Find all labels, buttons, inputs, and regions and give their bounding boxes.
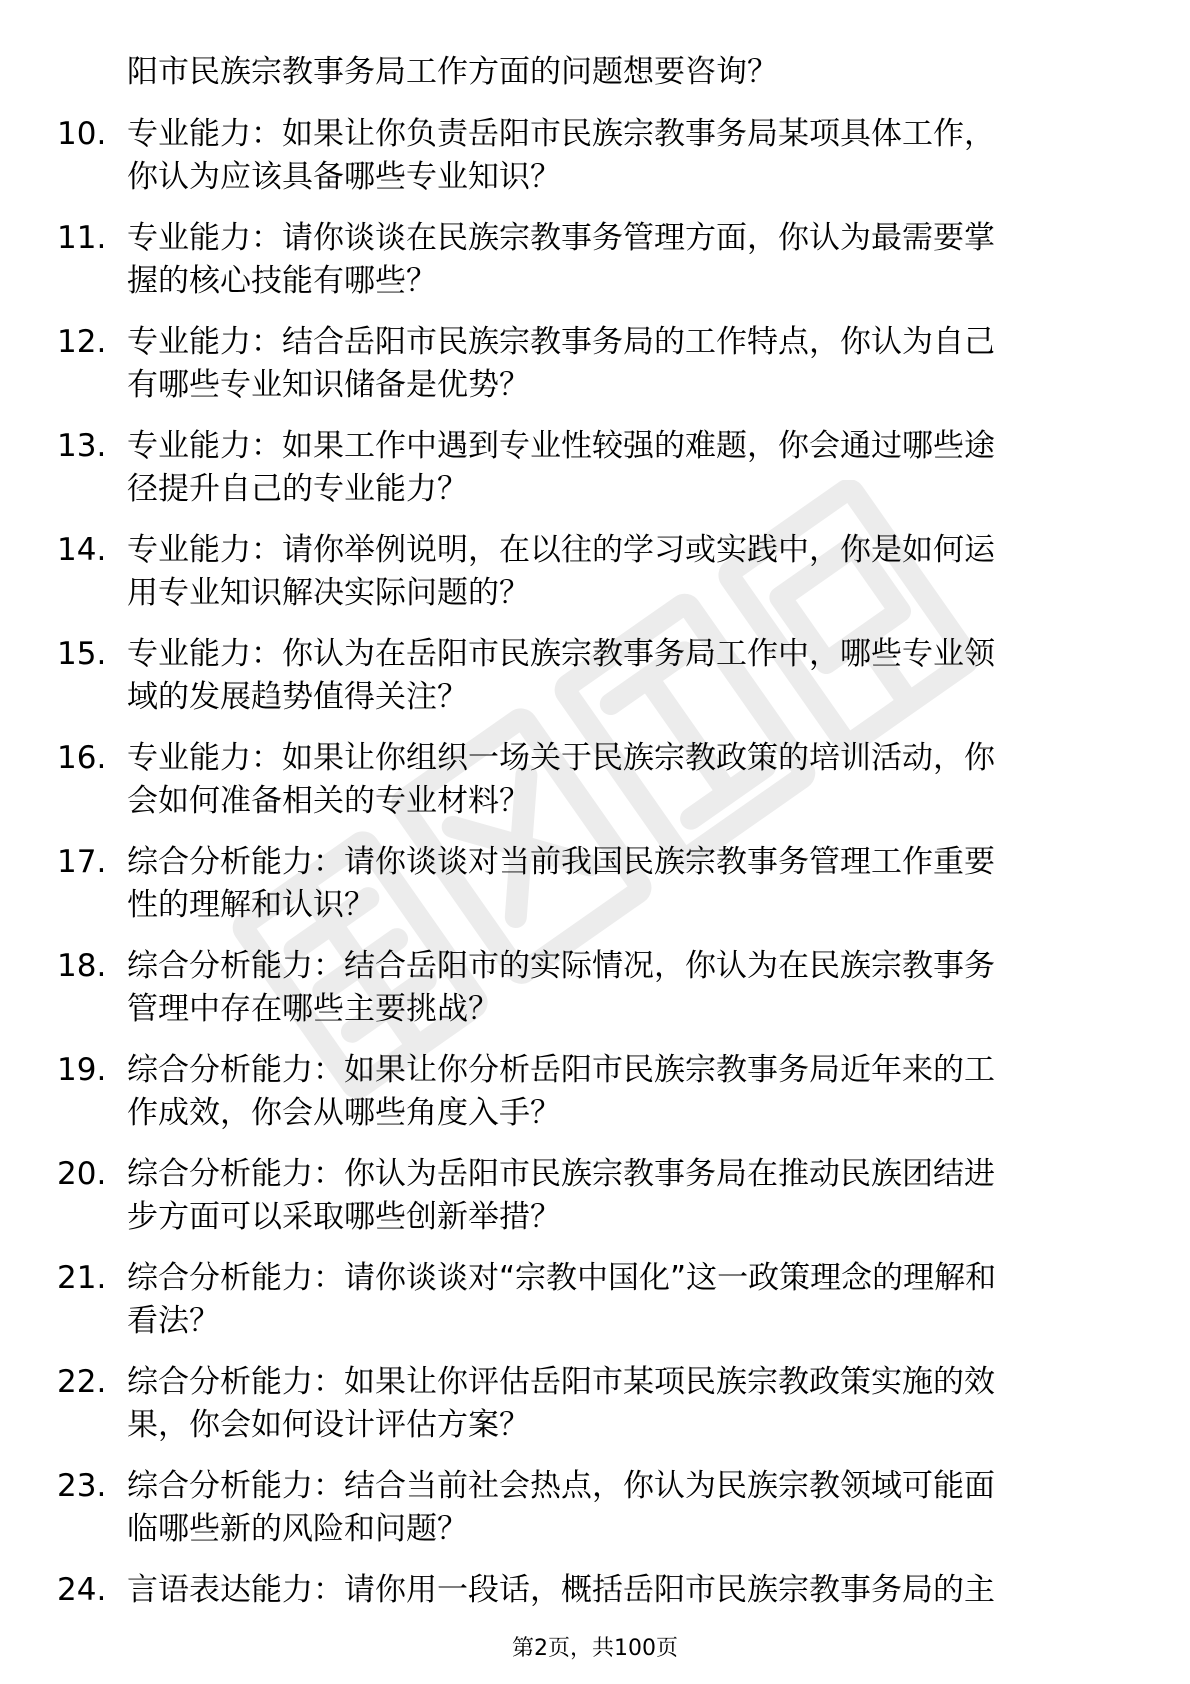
question-text-line2: 域的发展趋势值得关注？ xyxy=(127,679,468,715)
question-number: 23. xyxy=(57,1468,107,1504)
question-number: 15. xyxy=(57,636,107,672)
question-text-line1: 综合分析能力：如果让你分析岳阳市民族宗教事务局近年来的工 xyxy=(127,1052,995,1088)
question-number: 19. xyxy=(57,1052,107,1088)
question-number: 13. xyxy=(57,428,107,464)
question-item xyxy=(0,1153,1190,1257)
question-text-line1: 综合分析能力：如果让你评估岳阳市某项民族宗教政策实施的效 xyxy=(127,1364,995,1400)
question-item xyxy=(0,841,1190,945)
page-footer: 第2页，共100页 xyxy=(512,1636,678,1661)
question-number: 11. xyxy=(57,220,107,256)
question-text-line1: 专业能力：如果让你负责岳阳市民族宗教事务局某项具体工作， xyxy=(127,116,995,152)
question-text-line1: 综合分析能力：结合当前社会热点，你认为民族宗教领域可能面 xyxy=(127,1468,995,1504)
question-number: 10. xyxy=(57,116,107,152)
question-text-line1: 专业能力：请你谈谈在民族宗教事务管理方面，你认为最需要掌 xyxy=(127,220,995,256)
question-item xyxy=(0,113,1190,217)
question-number: 14. xyxy=(57,532,107,568)
question-text-line1: 专业能力：你认为在岳阳市民族宗教事务局工作中，哪些专业领 xyxy=(127,636,995,672)
question-text-line1: 综合分析能力：请你谈谈对“宗教中国化”这一政策理念的理解和 xyxy=(127,1260,997,1296)
question-number: 22. xyxy=(57,1364,107,1400)
question-number: 18. xyxy=(57,948,107,984)
question-text-line1: 综合分析能力：结合岳阳市的实际情况，你认为在民族宗教事务 xyxy=(127,948,995,984)
question-text-line2: 会如何准备相关的专业材料？ xyxy=(127,783,530,819)
question-text-line2: 管理中存在哪些主要挑战？ xyxy=(127,991,499,1027)
question-item xyxy=(0,1361,1190,1465)
question-text-line2: 看法？ xyxy=(127,1303,220,1339)
question-text-line1: 专业能力：请你举例说明，在以往的学习或实践中，你是如何运 xyxy=(127,532,995,568)
question-item xyxy=(0,945,1190,1049)
question-number: 16. xyxy=(57,740,107,776)
question-text-line2: 果，你会如何设计评估方案？ xyxy=(127,1407,530,1443)
question-list xyxy=(0,113,1190,1673)
question-item xyxy=(0,633,1190,737)
question-item xyxy=(0,737,1190,841)
question-item xyxy=(0,217,1190,321)
question-item xyxy=(0,529,1190,633)
question-text-line2: 你认为应该具备哪些专业知识？ xyxy=(127,159,561,195)
question-text-line2: 性的理解和认识？ xyxy=(127,887,375,923)
question-item xyxy=(0,425,1190,529)
question-text-line2: 步方面可以采取哪些创新举措？ xyxy=(127,1199,561,1235)
question-text-line1: 专业能力：结合岳阳市民族宗教事务局的工作特点，你认为自己 xyxy=(127,324,995,360)
question-text-line2: 临哪些新的风险和问题？ xyxy=(127,1511,468,1547)
question-number: 20. xyxy=(57,1156,107,1192)
question-item xyxy=(0,321,1190,425)
question-text-line1: 综合分析能力：请你谈谈对当前我国民族宗教事务管理工作重要 xyxy=(127,844,995,880)
question-item xyxy=(0,1465,1190,1569)
question-number: 24. xyxy=(57,1572,107,1608)
question-text-line1: 专业能力：如果让你组织一场关于民族宗教政策的培训活动，你 xyxy=(127,740,995,776)
question-item xyxy=(0,1049,1190,1153)
continued-question-text: 阳市民族宗教事务局工作方面的问题想要咨询？ xyxy=(127,54,778,90)
question-number: 12. xyxy=(57,324,107,360)
question-text-line2: 作成效，你会从哪些角度入手？ xyxy=(127,1095,561,1131)
question-text-line1: 专业能力：如果工作中遇到专业性较强的难题，你会通过哪些途 xyxy=(127,428,995,464)
question-item xyxy=(0,1257,1190,1361)
question-text-line1: 言语表达能力：请你用一段话，概括岳阳市民族宗教事务局的主 xyxy=(127,1572,995,1608)
question-text-line2: 用专业知识解决实际问题的？ xyxy=(127,575,530,611)
question-text-line2: 有哪些专业知识储备是优势？ xyxy=(127,367,530,403)
question-number: 17. xyxy=(57,844,107,880)
question-text-line2: 径提升自己的专业能力？ xyxy=(127,471,468,507)
question-text-line2: 握的核心技能有哪些？ xyxy=(127,263,437,299)
question-number: 21. xyxy=(57,1260,107,1296)
question-text-line1: 综合分析能力：你认为岳阳市民族宗教事务局在推动民族团结进 xyxy=(127,1156,995,1192)
